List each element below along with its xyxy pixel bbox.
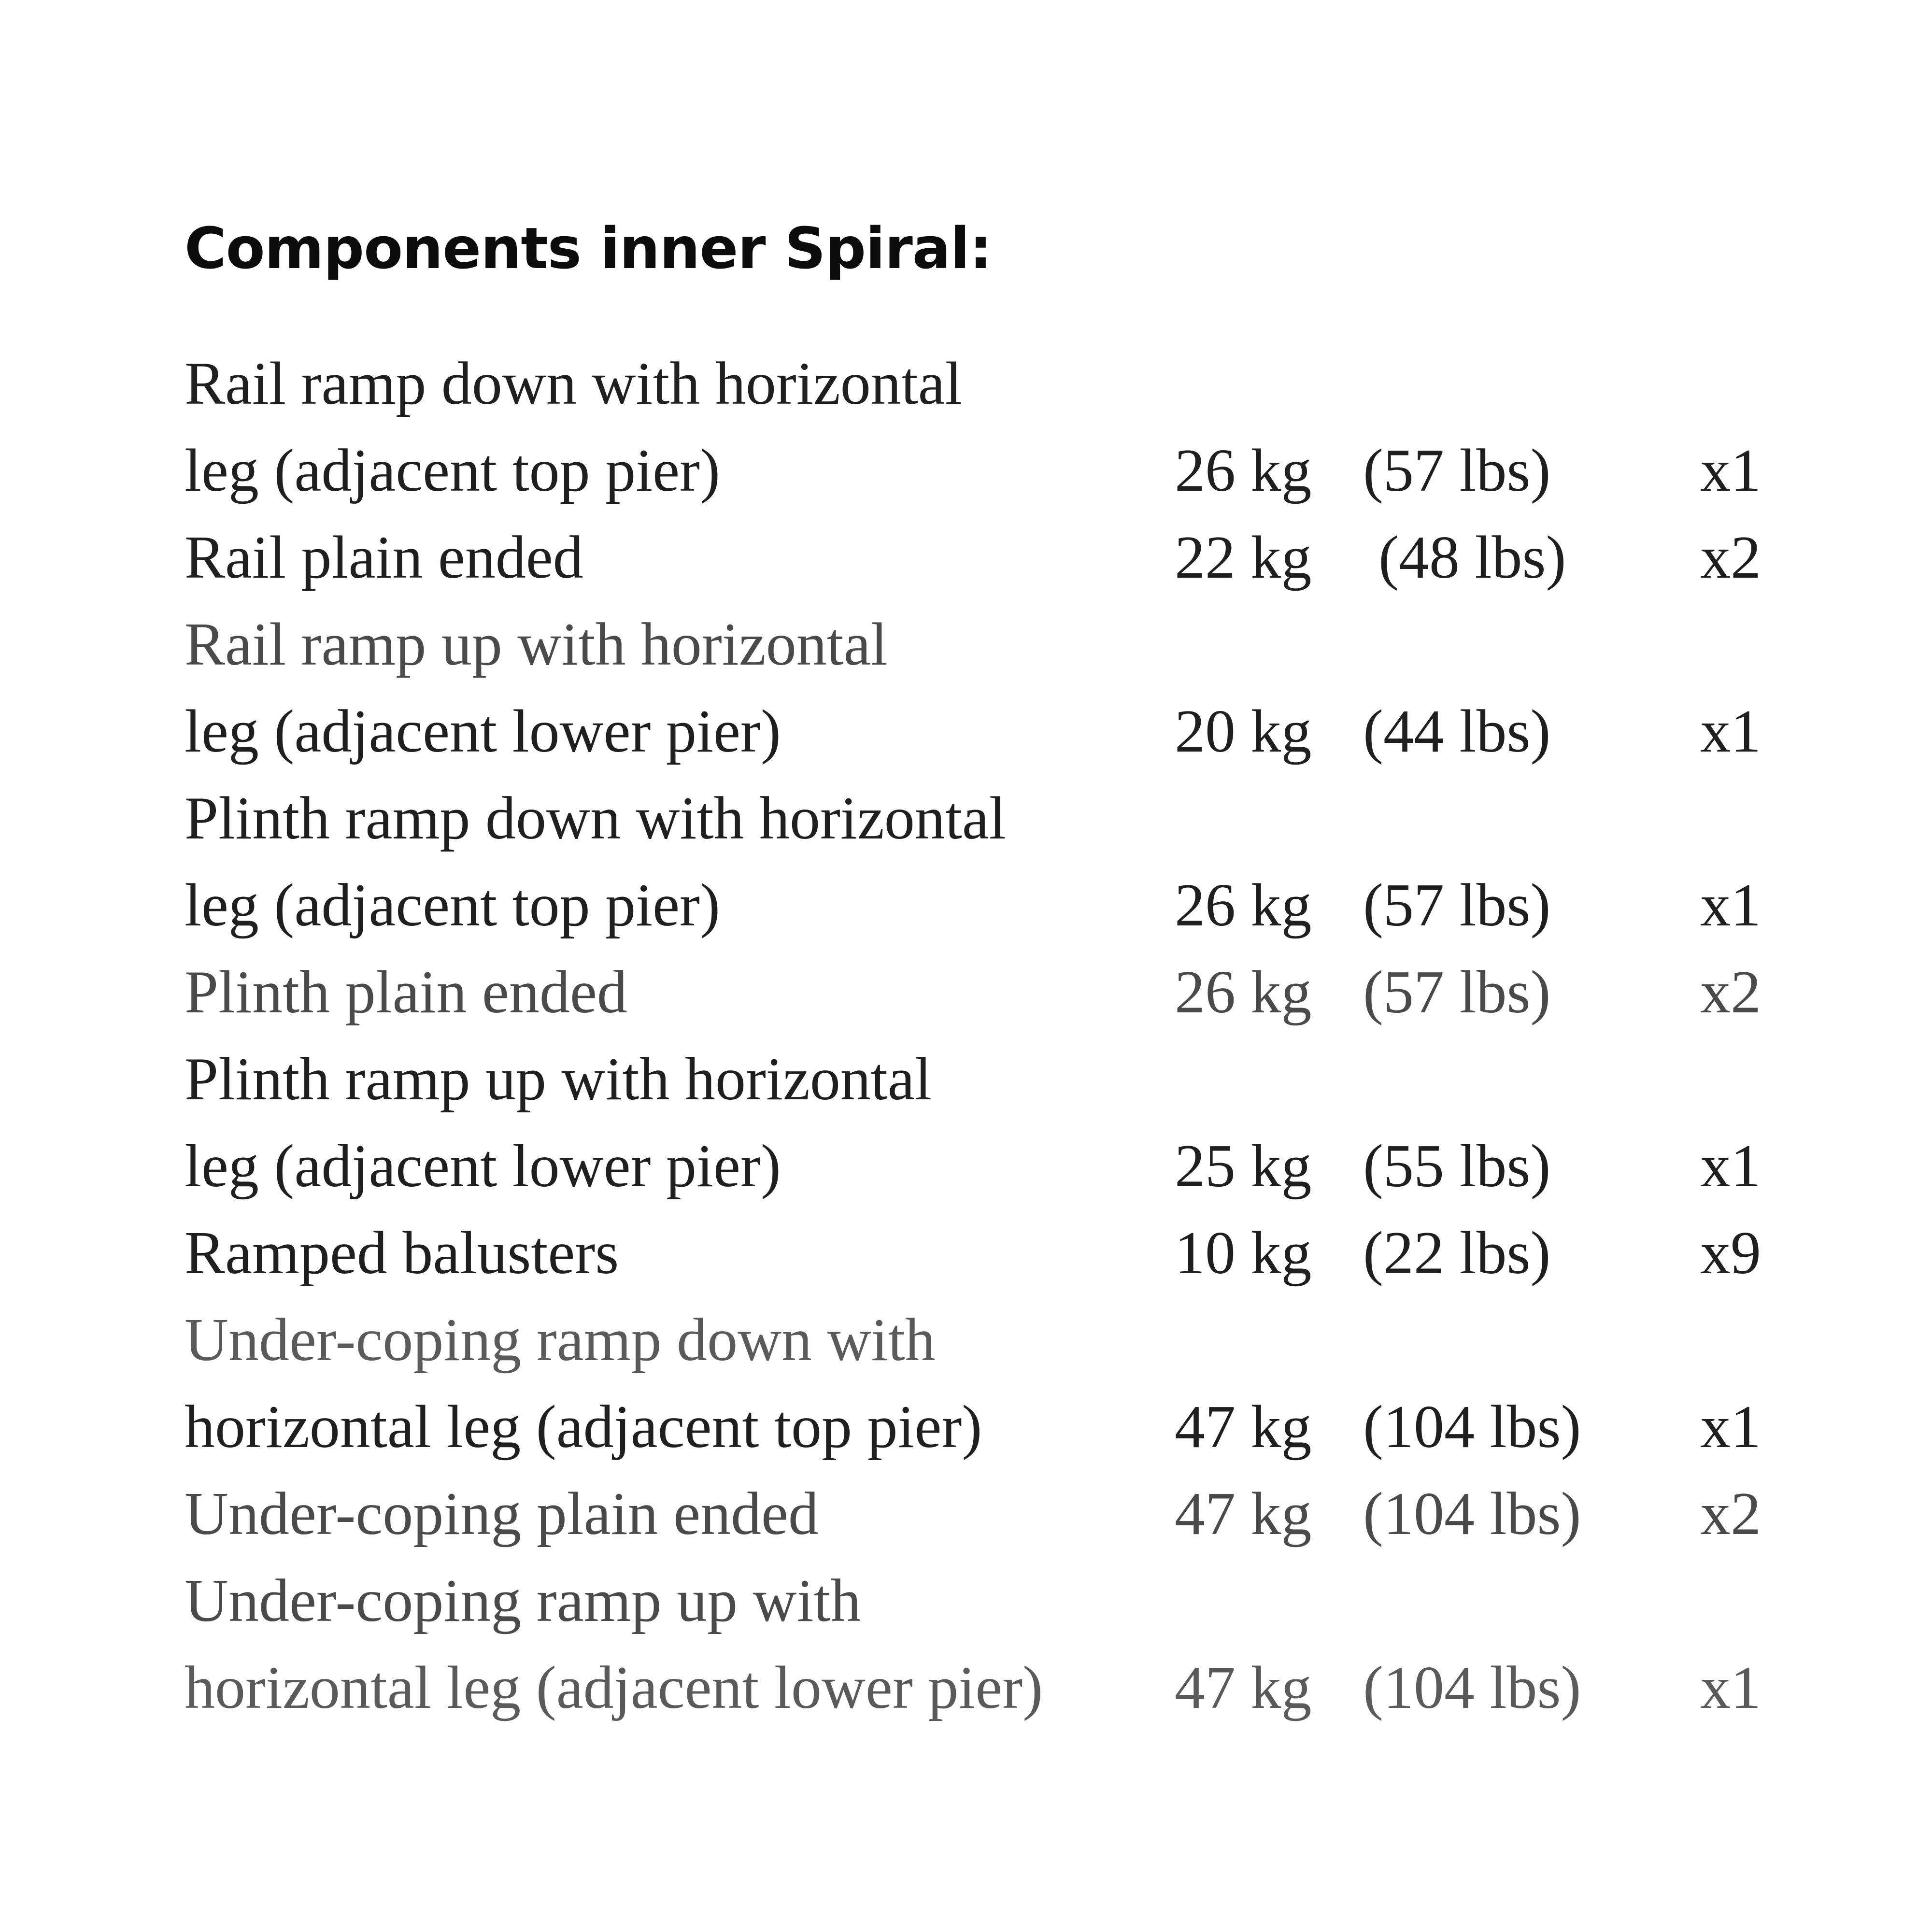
component-quantity: x1 (1700, 1133, 1761, 1200)
component-quantity: x1 (1700, 1393, 1761, 1461)
component-row (185, 1558, 1827, 1645)
component-row (185, 601, 1827, 688)
component-weight-kg: 20 kg (1175, 698, 1312, 765)
component-row (185, 775, 1827, 862)
component-description: Plinth ramp up with horizontal (185, 1046, 932, 1113)
component-row (185, 1471, 1827, 1558)
component-weight-lbs: (57 lbs) (1363, 437, 1551, 504)
component-row (185, 862, 1827, 949)
component-weight-lbs: (57 lbs) (1363, 872, 1551, 939)
component-row (185, 1297, 1827, 1384)
component-description: Under-coping ramp down with (185, 1307, 936, 1374)
component-weight-kg: 26 kg (1175, 959, 1312, 1026)
component-description: Under-coping plain ended (185, 1480, 819, 1548)
component-weight-kg: 22 kg (1175, 524, 1312, 591)
component-row (185, 1123, 1827, 1210)
component-description: Rail ramp down with horizontal (185, 350, 962, 417)
component-row (185, 1210, 1827, 1297)
component-row (185, 949, 1827, 1036)
component-quantity: x2 (1700, 524, 1761, 591)
component-description: leg (adjacent top pier) (185, 437, 720, 504)
component-description: Rail plain ended (185, 524, 583, 591)
component-row (185, 1645, 1827, 1732)
component-quantity: x2 (1700, 959, 1761, 1026)
component-quantity: x1 (1700, 1654, 1761, 1721)
component-description: Plinth ramp down with horizontal (185, 785, 1006, 852)
component-quantity: x2 (1700, 1480, 1761, 1548)
component-weight-lbs: (22 lbs) (1363, 1220, 1551, 1287)
component-quantity: x1 (1700, 872, 1761, 939)
component-weight-kg: 25 kg (1175, 1133, 1312, 1200)
component-weight-lbs: (44 lbs) (1363, 698, 1551, 765)
component-weight-lbs: (104 lbs) (1363, 1480, 1581, 1548)
component-weight-lbs: (48 lbs) (1378, 524, 1566, 591)
component-description: Rail ramp up with horizontal (185, 611, 888, 678)
component-weight-lbs: (104 lbs) (1363, 1654, 1581, 1721)
component-description: horizontal leg (adjacent lower pier) (185, 1654, 1043, 1721)
component-weight-lbs: (55 lbs) (1363, 1133, 1551, 1200)
component-quantity: x9 (1700, 1220, 1761, 1287)
component-weight-lbs: (104 lbs) (1363, 1393, 1581, 1461)
component-weight-kg: 47 kg (1175, 1393, 1312, 1461)
component-row (185, 341, 1827, 427)
component-description: leg (adjacent top pier) (185, 872, 720, 939)
component-weight-kg: 26 kg (1175, 872, 1312, 939)
component-weight-kg: 10 kg (1175, 1220, 1312, 1287)
component-quantity: x1 (1700, 698, 1761, 765)
component-weight-kg: 47 kg (1175, 1480, 1312, 1548)
component-description: Plinth plain ended (185, 959, 627, 1026)
component-row (185, 514, 1827, 601)
component-description: leg (adjacent lower pier) (185, 698, 781, 765)
component-description: horizontal leg (adjacent top pier) (185, 1393, 982, 1461)
component-row (185, 1384, 1827, 1471)
component-weight-kg: 47 kg (1175, 1654, 1312, 1721)
component-weight-kg: 26 kg (1175, 437, 1312, 504)
component-description: Ramped balusters (185, 1220, 619, 1287)
component-description: leg (adjacent lower pier) (185, 1133, 781, 1200)
page-title: Components inner Spiral: (185, 215, 992, 282)
component-weight-lbs: (57 lbs) (1363, 959, 1551, 1026)
component-description: Under-coping ramp up with (185, 1567, 861, 1634)
component-row (185, 427, 1827, 514)
component-quantity: x1 (1700, 437, 1761, 504)
component-row (185, 688, 1827, 775)
component-row (185, 1036, 1827, 1123)
components-list (185, 341, 1827, 1732)
